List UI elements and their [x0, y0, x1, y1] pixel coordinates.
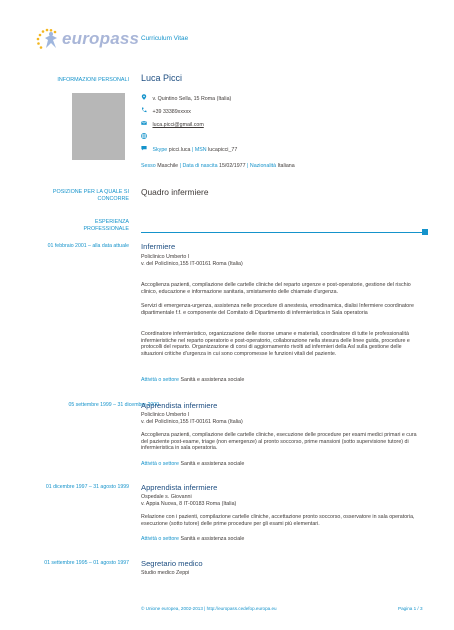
- job-address: v. Appia Nuova, 8 IT-00183 Roma (Italia): [141, 501, 237, 507]
- job-date: 01 settembre 1995 – 01 agosto 1997: [44, 560, 129, 566]
- sector-value: Sanità e assistenza sociale: [180, 536, 245, 542]
- location-pin-icon: [141, 94, 147, 100]
- job-employer: Studio medico Zeppi: [141, 570, 190, 576]
- job-date: 01 dicembre 1997 – 31 agosto 1999: [45, 484, 129, 490]
- skype-value: picci.luca: [168, 147, 191, 153]
- footer-copyright: © Unione europea, 2002-2013 | http://europass.cedefop.europa.eu: [141, 606, 277, 611]
- sex-label: Sesso: [141, 163, 156, 169]
- address-row: [141, 94, 231, 103]
- job-description: Accoglienza pazienti, compilazione delle cartelle cliniche, esecuzione delle procedure per esami medici primari e cura del paziente post-esame, triage (non emergenze) al pronto soccorso, prime mansioni (sotto supervisione tutore) di infermieristica in sala operatoria.: [141, 432, 417, 452]
- job-address: v. del Policlinico,155 IT-00161 Roma (Italia): [141, 419, 243, 425]
- msn-label: MSN: [194, 147, 207, 153]
- phone-row: [141, 107, 191, 116]
- msn-value: lucapicci_77: [208, 147, 238, 153]
- chat-bubble-icon: [141, 145, 147, 151]
- footer-page-number: Pagina 1 / 3: [398, 606, 423, 611]
- job-address: v. del Policlinico,155 IT-00161 Roma (Italia): [141, 261, 243, 267]
- job-sector: [141, 536, 244, 543]
- sector-value: Sanità e assistenza sociale: [180, 461, 245, 467]
- web-row: [141, 133, 147, 142]
- job-description: Relazione con i pazienti, compilazione cartelle cliniche, accettazione pronto soccorso, osservatore in sala operatoria, esecuzione (sotto tutore) delle prime procedure per gli esami più elementari.: [141, 514, 415, 527]
- job-date: 01 febbraio 2001 – alla data attuale: [47, 243, 129, 249]
- job-date: 05 settembre 1999 – 31 dicembre 2000: [68, 402, 159, 408]
- job-sector: [141, 377, 244, 384]
- europass-star-icon: [34, 26, 64, 54]
- section-label-personal-info: INFORMAZIONI PERSONALI: [57, 77, 129, 83]
- section-label-position: POSIZIONE PER LA QUALE SI CONCORRE: [52, 189, 129, 202]
- job-title: Apprendista infermiere: [141, 483, 218, 492]
- separator: |: [247, 163, 249, 169]
- document-title: Curriculum Vitae: [141, 35, 189, 42]
- job-title: Segretario medico: [141, 559, 203, 568]
- sex-value: Maschile: [157, 163, 179, 169]
- web-icon: [141, 133, 147, 139]
- job-employer: Policlinico Umberto I: [141, 254, 190, 260]
- phone-icon: [141, 107, 147, 113]
- sector-label: Attività o settore: [141, 461, 179, 467]
- personal-details-row: [141, 163, 295, 170]
- job-description: Coordinatore infermieristico, organizzazione delle risorse umane e materiali, coordinatore di tutte le professionalità infermieristiche nel reparto operatorio e post-operatorio, collaborazione nella stesura delle linee guida, procedure e protocolli del reparto. Organizzazione di corsi di aggiornamento rivolti ad infermieri della Asl sulla gestione delle situazioni critiche d'urgenza in cui sono compromesse le funzioni vitali del paziente.: [141, 331, 410, 358]
- job-employer: Ospedale s. Giovanni: [141, 494, 192, 500]
- skype-label: Skype: [152, 147, 168, 153]
- phone-text: +39 33389xxxxx: [152, 109, 191, 115]
- separator: |: [179, 163, 181, 169]
- nationality-value: Italiana: [277, 163, 295, 169]
- job-title: Apprendista infermiere: [141, 401, 218, 410]
- job-sector: [141, 461, 244, 468]
- email-icon: [141, 120, 147, 126]
- section-label-experience: ESPERIENZA PROFESSIONALE: [83, 219, 129, 232]
- job-title: Infermiere: [141, 242, 176, 251]
- email-row: [141, 120, 204, 129]
- birth-label: Data di nascita: [182, 163, 218, 169]
- section-divider-end: [422, 229, 428, 235]
- messaging-row: [141, 145, 237, 154]
- job-employer: Policlinico Umberto I: [141, 412, 190, 418]
- section-divider: [141, 232, 425, 233]
- separator: |: [191, 147, 194, 153]
- europass-logo: [34, 26, 140, 54]
- email-link[interactable]: luca.picci@gmail.com: [152, 122, 204, 128]
- sector-label: Attività o settore: [141, 377, 179, 383]
- europass-logo-text: europass: [62, 29, 140, 48]
- photo-placeholder: [72, 93, 125, 160]
- job-description: Servizi di emergenza-urgenza, assistenza nelle procedure di anestesia, emodinamica, dialisi Infermiere coordinatore dipartimentale f.f. e componente del Comitato di Dipartimento di infermieristica in Sala operatoria: [141, 303, 414, 316]
- job-description: Accoglienza pazienti, compilazione delle cartelle cliniche del reparto urgenze e post-operatorie, gestione del rischio clinico, educazione e informazione sanitaria, smistamento delle chiamate d'urgenza.: [141, 282, 411, 295]
- messaging-details: [152, 147, 237, 153]
- position-value: Quadro infermiere: [141, 187, 209, 197]
- applicant-name: Luca Picci: [141, 73, 183, 83]
- birth-value: 15/02/1977: [219, 163, 246, 169]
- address-text: v. Quintino Sella, 15 Roma (Italia): [152, 96, 232, 102]
- sector-label: Attività o settore: [141, 536, 179, 542]
- nationality-label: Nazionalità: [249, 163, 277, 169]
- sector-value: Sanità e assistenza sociale: [180, 377, 245, 383]
